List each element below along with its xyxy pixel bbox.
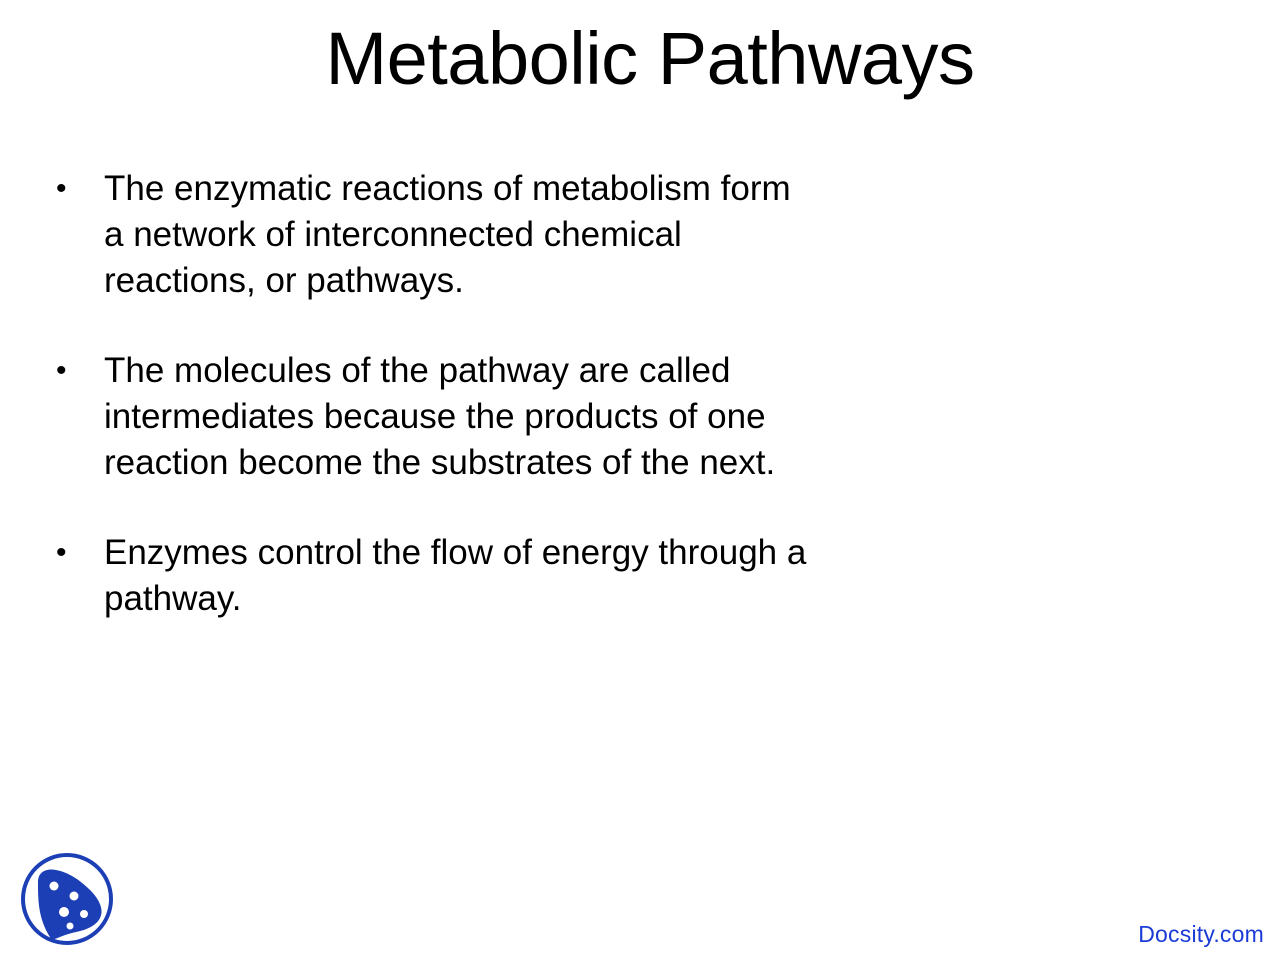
watermark-text: Docsity.com <box>1138 921 1264 947</box>
bullet-text: The enzymatic reactions of metabolism form a network of interconnected chemical reactions, or pathways. <box>104 169 791 300</box>
logo-graphic <box>20 852 114 946</box>
bullet-list <box>52 166 812 666</box>
bullet-item <box>52 348 812 486</box>
bullet-item <box>52 166 812 304</box>
bullet-dot-icon: • <box>56 172 67 205</box>
slide-title: Metabolic Pathways <box>325 17 975 100</box>
bullet-item <box>52 530 812 622</box>
docsity-logo-icon <box>20 852 114 946</box>
bullet-dot-icon: • <box>56 354 67 387</box>
bullet-text: The molecules of the pathway are called intermediates because the products of one reaction become the substrates of the next. <box>104 351 776 482</box>
bullet-dot-icon: • <box>56 536 67 569</box>
bullet-text: Enzymes control the flow of energy through a pathway. <box>104 533 807 618</box>
